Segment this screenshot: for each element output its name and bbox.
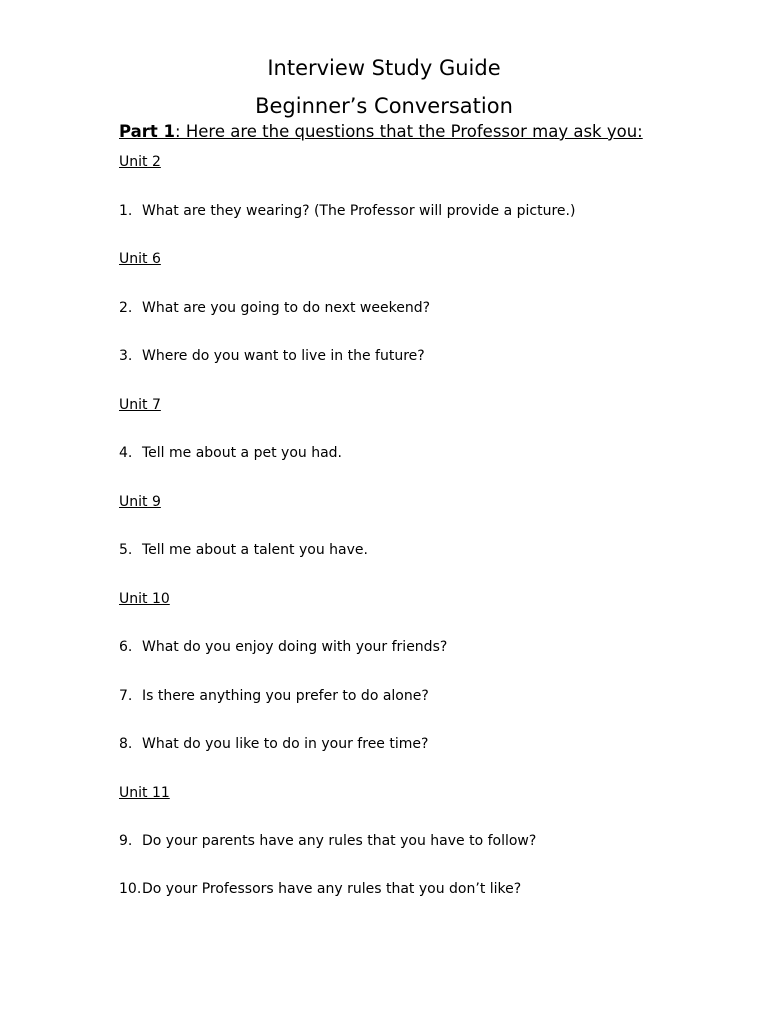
question-number: 3. <box>119 348 133 364</box>
question-text: Do your parents have any rules that you have to follow? <box>142 833 537 849</box>
question-number: 10. <box>119 881 142 897</box>
question-number: 2. <box>119 300 133 316</box>
unit-heading: Unit 2 <box>119 154 161 170</box>
question-text: Is there anything you prefer to do alone? <box>142 688 429 704</box>
question-item <box>119 444 342 462</box>
question-number: 7. <box>119 688 133 704</box>
question-text: Where do you want to live in the future? <box>142 348 425 364</box>
question-text: Do your Professors have any rules that you don’t like? <box>142 881 522 897</box>
document-subtitle: Beginner’s Conversation <box>255 94 513 118</box>
question-item <box>119 638 447 656</box>
part-heading <box>119 121 643 143</box>
question-number: 5. <box>119 542 133 558</box>
question-text: Tell me about a talent you have. <box>142 542 368 558</box>
part-text: : Here are the questions that the Professor may ask you: <box>175 122 643 141</box>
question-text: What are they wearing? (The Professor will provide a picture.) <box>142 203 576 219</box>
question-number: 9. <box>119 833 133 849</box>
question-item <box>119 347 425 365</box>
question-text: Tell me about a pet you had. <box>142 445 342 461</box>
question-text: What do you enjoy doing with your friends? <box>142 639 448 655</box>
unit-heading: Unit 7 <box>119 397 161 413</box>
question-item <box>119 299 430 317</box>
question-item <box>119 202 575 220</box>
question-text: What do you like to do in your free time? <box>142 736 429 752</box>
part-label: Part 1 <box>119 122 176 141</box>
question-number: 6. <box>119 639 133 655</box>
question-item <box>119 880 521 898</box>
unit-heading: Unit 6 <box>119 251 161 267</box>
unit-heading: Unit 10 <box>119 591 170 607</box>
question-item <box>119 832 536 850</box>
question-text: What are you going to do next weekend? <box>142 300 431 316</box>
question-item <box>119 541 368 559</box>
question-number: 4. <box>119 445 133 461</box>
question-item <box>119 687 429 705</box>
question-number: 8. <box>119 736 133 752</box>
unit-heading: Unit 11 <box>119 785 170 801</box>
question-item <box>119 735 428 753</box>
unit-heading: Unit 9 <box>119 494 161 510</box>
question-number: 1. <box>119 203 133 219</box>
document-title: Interview Study Guide <box>267 56 501 80</box>
